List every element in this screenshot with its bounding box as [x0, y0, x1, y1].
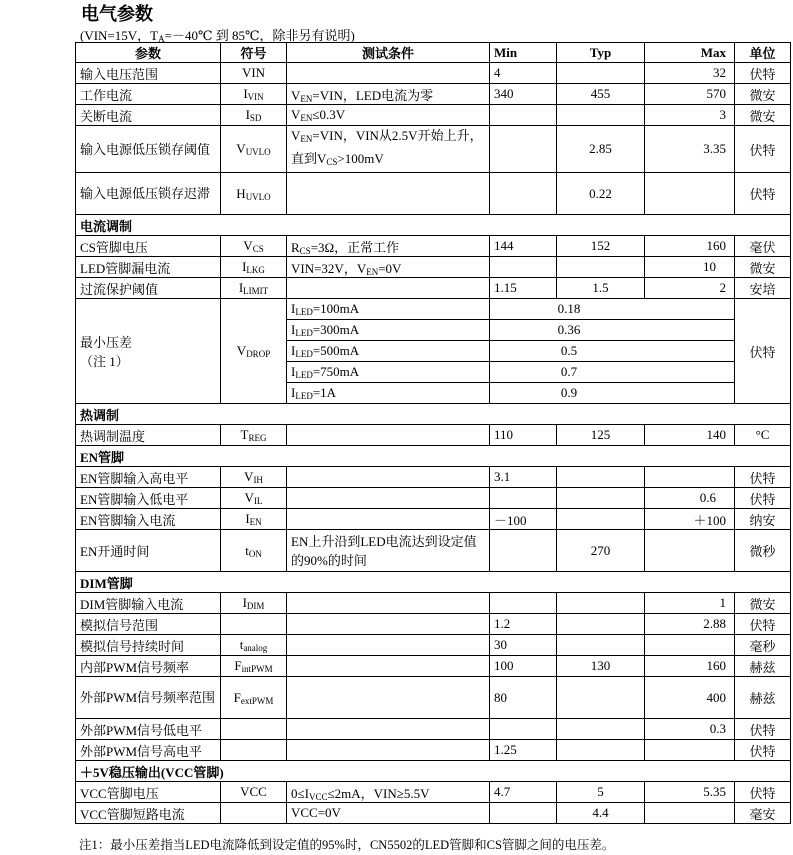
typ-cell: 0.18 [490, 299, 735, 320]
unit-cell: 伏特 [735, 740, 791, 761]
max-cell [645, 740, 735, 761]
min-cell: 340 [490, 84, 557, 105]
unit-cell: °C [735, 425, 791, 446]
typ-cell: 0.5 [490, 341, 735, 362]
section-title: 电气参数 [81, 4, 153, 24]
param-cell: EN管脚输入高电平 [76, 467, 221, 488]
unit-cell: 伏特 [735, 614, 791, 635]
section-row [76, 761, 791, 782]
param-cell: DIM管脚输入电流 [76, 593, 221, 614]
symbol-cell: $I_{SD}$ [221, 105, 287, 126]
table-row [76, 677, 791, 719]
typ-cell [557, 467, 645, 488]
max-cell: 5.35 [645, 782, 735, 803]
table-row [76, 467, 791, 488]
param-cell: 模拟信号持续时间 [76, 635, 221, 656]
table-row [76, 740, 791, 761]
typ-cell [557, 740, 645, 761]
typ-cell [557, 257, 645, 278]
header-param: 参数 [76, 43, 221, 63]
min-cell [490, 719, 557, 740]
unit-cell: 伏特 [735, 719, 791, 740]
test-cell: $V_{EN}\le 0.3V$ [287, 105, 490, 126]
min-cell [490, 173, 557, 215]
test-cell: $I_{LED}=300mA$ [287, 320, 490, 341]
max-cell: 10 [645, 257, 735, 278]
test-cell: $V_{EN}=VIN$，LED电流为零 [287, 84, 490, 105]
max-cell [645, 173, 735, 215]
typ-cell: 0.22 [557, 173, 645, 215]
test-cell [287, 488, 490, 509]
unit-cell: 伏特 [735, 126, 791, 173]
table-row [76, 299, 791, 320]
min-cell: 4 [490, 63, 557, 84]
table-row [76, 635, 791, 656]
min-cell [490, 105, 557, 126]
min-cell: 1.2 [490, 614, 557, 635]
min-cell: 1.25 [490, 740, 557, 761]
param-cell: 输入电源低压锁存迟滞 [76, 173, 221, 215]
section-header-current: 电流调制 [76, 215, 791, 236]
min-cell: 4.7 [490, 782, 557, 803]
max-cell: 2 [645, 278, 735, 299]
param-cell: 模拟信号范围 [76, 614, 221, 635]
table-row [76, 719, 791, 740]
typ-cell: 270 [557, 530, 645, 572]
symbol-cell: VIN [221, 63, 287, 84]
test-cell: $0\le I_{VCC}\le 2mA$，VIN≥5.5V [287, 782, 490, 803]
typ-cell: 152 [557, 236, 645, 257]
max-cell [645, 635, 735, 656]
table-row [76, 63, 791, 84]
param-cell: CS管脚电压 [76, 236, 221, 257]
min-cell: 1.15 [490, 278, 557, 299]
header-max: Max [645, 43, 735, 63]
min-cell [490, 530, 557, 572]
section-header-en: EN管脚 [76, 446, 791, 467]
table-row [76, 614, 791, 635]
param-cell: 热调制温度 [76, 425, 221, 446]
table-row [76, 530, 791, 572]
symbol-cell: $V_{IH}$ [221, 467, 287, 488]
typ-cell [557, 488, 645, 509]
max-cell: 570 [645, 84, 735, 105]
test-cell [287, 677, 490, 719]
test-cell: VIN=32V，$V_{EN}=0V$ [287, 257, 490, 278]
param-cell: 输入电源低压锁存阈值 [76, 126, 221, 173]
unit-cell: 赫兹 [735, 656, 791, 677]
test-cell [287, 467, 490, 488]
table-row [76, 488, 791, 509]
test-conditions-note: (VIN=15V，$T_A=-40℃$ 到 85℃，除非另有说明) [80, 28, 355, 44]
symbol-cell [221, 740, 287, 761]
typ-cell: 0.7 [490, 362, 735, 383]
header-test: 测试条件 [287, 43, 490, 63]
param-vdrop: 最小压差 [80, 335, 133, 350]
typ-cell: 125 [557, 425, 645, 446]
symbol-cell: $V_{UVLO}$ [221, 126, 287, 173]
max-cell: 1 [645, 593, 735, 614]
table-row [76, 84, 791, 105]
typ-cell: 130 [557, 656, 645, 677]
min-cell [490, 803, 557, 824]
max-cell [645, 803, 735, 824]
typ-cell: 2.85 [557, 126, 645, 173]
typ-cell: 0.36 [490, 320, 735, 341]
table-row [76, 173, 791, 215]
section-row [76, 446, 791, 467]
symbol-cell: $V_{CS}$ [221, 236, 287, 257]
unit-cell: 纳安 [735, 509, 791, 530]
test-cell [287, 635, 490, 656]
param-cell: 关断电流 [76, 105, 221, 126]
max-cell [645, 530, 735, 572]
min-cell: 3.1 [490, 467, 557, 488]
test-cell [287, 63, 490, 84]
symbol-cell: $t_{analog}$ [221, 635, 287, 656]
table-header-row [76, 43, 791, 63]
test-cell [287, 740, 490, 761]
unit-cell: 微安 [735, 84, 791, 105]
unit-cell: 毫秒 [735, 635, 791, 656]
unit-cell: 毫伏 [735, 236, 791, 257]
symbol-cell: $t_{ON}$ [221, 530, 287, 572]
section-row [76, 572, 791, 593]
typ-cell [557, 635, 645, 656]
typ-cell [557, 63, 645, 84]
unit-cell: 伏特 [735, 173, 791, 215]
table-row [76, 593, 791, 614]
test-cell: $V_{EN}=VIN$，VIN从2.5V开始上升，直到$V_{CS}>100mV$ [287, 126, 490, 173]
unit-cell: 安培 [735, 278, 791, 299]
max-cell: 32 [645, 63, 735, 84]
typ-cell: 455 [557, 84, 645, 105]
min-cell: 100 [490, 656, 557, 677]
unit-cell: 伏特 [735, 63, 791, 84]
param-cell: 外部PWM信号低电平 [76, 719, 221, 740]
typ-cell [557, 719, 645, 740]
unit-cell: 微安 [735, 257, 791, 278]
test-cell [287, 656, 490, 677]
param-cell: 外部PWM信号高电平 [76, 740, 221, 761]
header-symbol: 符号 [221, 43, 287, 63]
typ-cell [557, 593, 645, 614]
max-cell: ＋100 [645, 509, 735, 530]
typ-cell: 0.9 [490, 383, 735, 404]
min-cell: 144 [490, 236, 557, 257]
symbol-cell [221, 803, 287, 824]
unit-cell: 微安 [735, 593, 791, 614]
unit-cell: 赫兹 [735, 677, 791, 719]
min-cell [490, 488, 557, 509]
table-row [76, 105, 791, 126]
min-cell [490, 257, 557, 278]
symbol-cell [221, 719, 287, 740]
min-cell [490, 593, 557, 614]
test-cell: EN上升沿到LED电流达到设定值的90%的时间 [287, 530, 490, 572]
table-row [76, 656, 791, 677]
param-cell: 内部PWM信号频率 [76, 656, 221, 677]
param-cell: EN开通时间 [76, 530, 221, 572]
test-cell: $I_{LED}=500mA$ [287, 341, 490, 362]
section-header-thermal: 热调制 [76, 404, 791, 425]
symbol-cell: $I_{LKG}$ [221, 257, 287, 278]
max-cell: 140 [645, 425, 735, 446]
symbol-cell: $I_{EN}$ [221, 509, 287, 530]
test-cell [287, 278, 490, 299]
typ-cell: 1.5 [557, 278, 645, 299]
symbol-cell: $V_{IL}$ [221, 488, 287, 509]
symbol-cell: VCC [221, 782, 287, 803]
param-cell: LED管脚漏电流 [76, 257, 221, 278]
param-vdrop-note: （注 1） [80, 354, 129, 369]
unit-cell: 毫安 [735, 803, 791, 824]
footnote: 注1：最小压差指当LED电流降低到设定值的95%时，CN5502的LED管脚和CS管脚之间的电压差。 [79, 838, 615, 852]
max-cell [645, 467, 735, 488]
max-cell: 0.6 [645, 488, 735, 509]
test-cell [287, 614, 490, 635]
table-row [76, 236, 791, 257]
param-cell: 过流保护阈值 [76, 278, 221, 299]
table-row [76, 782, 791, 803]
test-cell [287, 593, 490, 614]
symbol-cell: $I_{DIM}$ [221, 593, 287, 614]
max-cell: 400 [645, 677, 735, 719]
max-cell: 160 [645, 236, 735, 257]
min-cell: 30 [490, 635, 557, 656]
symbol-cell [221, 614, 287, 635]
typ-cell [557, 509, 645, 530]
param-cell: 外部PWM信号频率范围 [76, 677, 221, 719]
typ-cell: 5 [557, 782, 645, 803]
min-cell [490, 126, 557, 173]
section-header-vcc: ＋5V稳压输出(VCC管脚) [76, 761, 791, 782]
max-cell: 3 [645, 105, 735, 126]
param-cell: 工作电流 [76, 84, 221, 105]
table-row [76, 425, 791, 446]
section-header-dim: DIM管脚 [76, 572, 791, 593]
table-row [76, 278, 791, 299]
min-cell: 80 [490, 677, 557, 719]
test-cell [287, 173, 490, 215]
section-row [76, 215, 791, 236]
unit-cell: 伏特 [735, 782, 791, 803]
param-cell: 输入电压范围 [76, 63, 221, 84]
symbol-cell: $V_{DROP}$ [221, 299, 287, 404]
typ-cell [557, 614, 645, 635]
test-cell: $I_{LED}=1A$ [287, 383, 490, 404]
test-cell [287, 425, 490, 446]
table-row [76, 126, 791, 173]
typ-cell: 4.4 [557, 803, 645, 824]
typ-cell [557, 105, 645, 126]
max-cell: 0.3 [645, 719, 735, 740]
test-cell: $I_{LED}=750mA$ [287, 362, 490, 383]
param-cell: EN管脚输入电流 [76, 509, 221, 530]
symbol-cell: $H_{UVLO}$ [221, 173, 287, 215]
param-cell [76, 299, 221, 404]
typ-cell [557, 677, 645, 719]
symbol-cell: $I_{VIN}$ [221, 84, 287, 105]
unit-cell: 微安 [735, 105, 791, 126]
test-cell: VCC=0V [287, 803, 490, 824]
symbol-cell: $F_{intPWM}$ [221, 656, 287, 677]
symbol-cell: $F_{extPWM}$ [221, 677, 287, 719]
param-cell: VCC管脚电压 [76, 782, 221, 803]
table-row [76, 803, 791, 824]
symbol-cell: $T_{REG}$ [221, 425, 287, 446]
unit-cell: 伏特 [735, 467, 791, 488]
max-cell: 160 [645, 656, 735, 677]
header-unit: 单位 [735, 43, 791, 63]
max-cell: 2.88 [645, 614, 735, 635]
header-min: Min [490, 43, 557, 63]
test-cell [287, 509, 490, 530]
table-row [76, 509, 791, 530]
test-cell: $R_{CS}=3\Omega$，正常工作 [287, 236, 490, 257]
test-cell: $I_{LED}=100mA$ [287, 299, 490, 320]
electrical-parameters-table [75, 42, 791, 824]
min-cell: －100 [490, 509, 557, 530]
min-cell: 110 [490, 425, 557, 446]
table-row [76, 257, 791, 278]
unit-cell: 伏特 [735, 488, 791, 509]
max-cell: 3.35 [645, 126, 735, 173]
symbol-cell: $I_{LIMIT}$ [221, 278, 287, 299]
param-cell: EN管脚输入低电平 [76, 488, 221, 509]
unit-cell: 伏特 [735, 299, 791, 404]
unit-cell: 微秒 [735, 530, 791, 572]
param-cell: VCC管脚短路电流 [76, 803, 221, 824]
section-row [76, 404, 791, 425]
test-cell [287, 719, 490, 740]
header-typ: Typ [557, 43, 645, 63]
